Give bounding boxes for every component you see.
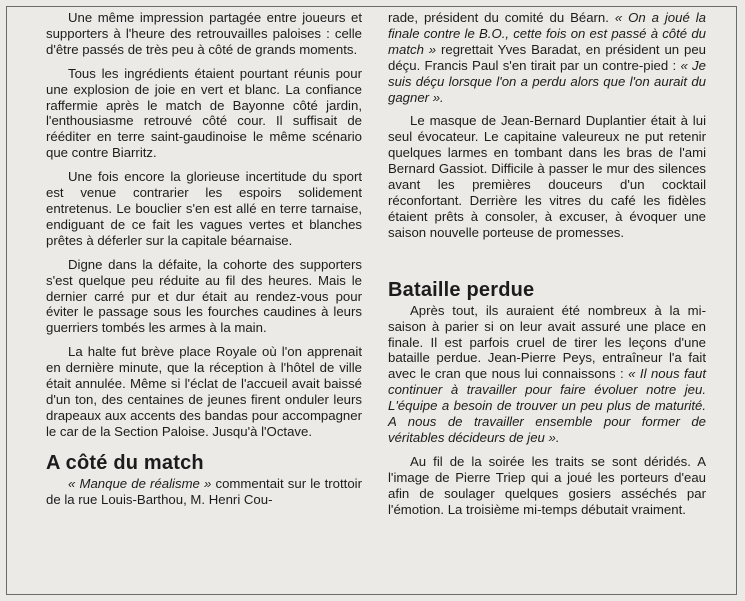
paragraph: Une même impression partagée entre joueurs et supporters à l'heure des retrouvailles paloises : celle d'être passés de très peu à côté de grands moments.	[46, 10, 362, 57]
quote: « Je suis déçu lorsque l'on a perdu alors que l'on aurait du gagner ».	[388, 57, 706, 105]
paragraph: Le masque de Jean-Bernard Duplantier était à lui seul évocateur. Le capitaine valeureux ne put retenir quelques larmes en tombant dans les bras de l'ami Bernard Gassiot. Difficile à passer le mur des silences avant les premières douceurs d'un cocktail réconfortant. Derrière les vitres du café les fidèles étaient prêts à consoler, à excuser, à évoquer une saison nouvelle porteuse de promesses.	[388, 113, 706, 240]
paragraph: Au fil de la soirée les traits se sont déridés. A l'image de Pierre Triep qui a joué les porteurs d'eau afin de soulager quelques gosiers asséchés par l'émotion. La troisième mi-temps débutait vraiment.	[388, 453, 706, 517]
paragraph	[388, 10, 706, 105]
paragraph: La halte fut brève place Royale où l'on apprenait en dernière minute, que la réception à l'hôtel de ville était annulée. Même si l'éclat de l'accueil avait baissé d'un ton, des centaines de jeunes firent onduler leurs drapeaux aux accents des bandas pour accompagner le car de la Section Paloise. Jusqu'à l'Octave.	[46, 344, 362, 439]
section-heading: A côté du match	[46, 451, 204, 474]
text: commentait sur le trottoir de la rue Louis-Barthou, M. Henri Cou-	[46, 475, 362, 507]
paragraph: Digne dans la défaite, la cohorte des supporters s'est quelque peu réduite au fil des heures. Mais le dernier carré pur et dur était au rendez-vous pour éviter le passage sous les fourches caudines à leurs guerriers tombés les armes à la main.	[46, 256, 362, 336]
quote: « Manque de réalisme »	[68, 475, 212, 491]
paragraph	[46, 476, 362, 508]
paragraph	[388, 303, 706, 446]
section-heading: Bataille perdue	[388, 278, 535, 301]
paragraph: Tous les ingrédients étaient pourtant réunis pour une explosion de joie en vert et blanc. La confiance raffermie après le match de Bayonne côté jardin, l'enthousiasme retrouvé côté cour. Il suffisait de rééditer en terre saint-gaudinoise le même scénario que contre Biarritz.	[46, 65, 362, 161]
quote: « On a joué la finale contre le B.O., cette fois on est passé à côté du match »	[388, 10, 706, 57]
text: Après tout, ils auraient été nombreux à la mi-saison à parier si on leur avait assuré une place en finale. Il est parfois cruel de tirer les leçons d'une bataille perdue. Jean-Pierre Peys, entraîneur l'a fait avec le cran que nous lui connaissons :	[388, 302, 706, 382]
text: rade, président du comité du Béarn.	[388, 10, 615, 25]
left-column	[46, 10, 362, 515]
right-column	[388, 10, 706, 525]
quote: « Il nous faut continuer à travailler pour faire évoluer notre jeu. L'équipe a besoin de trouver un peu plus de maturité. A nous de travailler ensemble pour former de véritables décideurs de jeu ».	[388, 366, 707, 445]
paragraph: Une fois encore la glorieuse incertitude du sport est venue contrarier les espoirs solidement entretenus. Le bouclier s'en est allé en terre tarnaise, endiguant de ce fait les vagues vertes et blanches prêtes à déferler sur la capitale béarnaise.	[46, 169, 362, 248]
text: regrettait Yves Baradat, en président un peu déçu. Francis Paul s'en tirait par un contre-pied :	[388, 41, 706, 73]
